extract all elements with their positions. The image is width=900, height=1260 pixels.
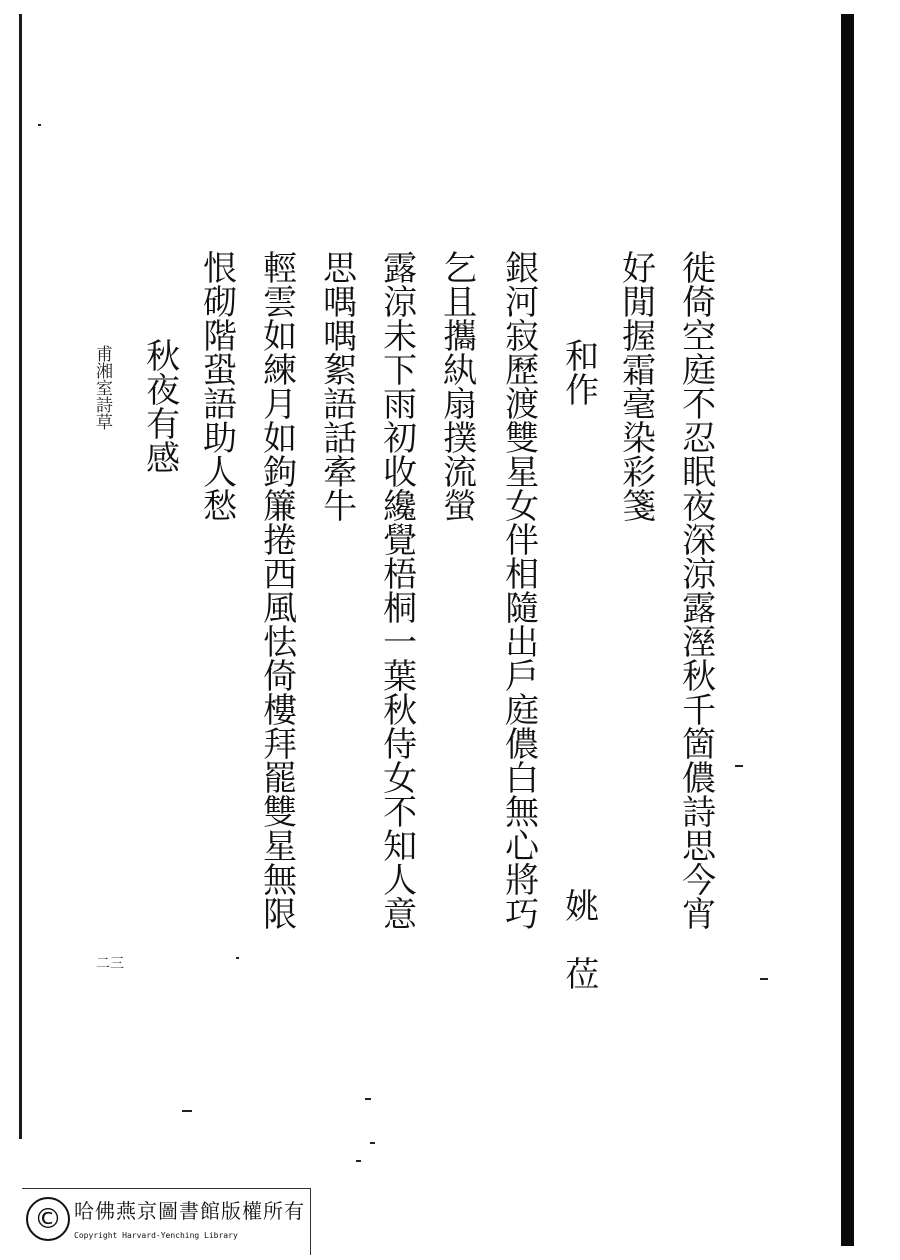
poem-column: 徙倚空庭不忍眠夜深涼露溼秋千箇儂詩思今宵	[675, 250, 716, 930]
copyright-english: Copyright Harvard-Yenching Library	[74, 1231, 238, 1240]
poem-column: 輕雲如練月如鉤簾捲西風怯倚樓拜罷雙星無限	[256, 250, 297, 930]
copyright-stamp	[22, 1188, 311, 1255]
left-border-line	[19, 14, 22, 1139]
poem-title: 和作	[558, 338, 599, 406]
scan-speck	[182, 1110, 192, 1112]
scan-speck	[236, 957, 239, 959]
poem-title: 秋夜有感	[139, 338, 180, 474]
page-number: 二三	[96, 956, 124, 972]
poem-column: 露涼未下雨初收纔覺梧桐一葉秋侍女不知人意	[376, 250, 417, 930]
book-title-margin: 甫湘室詩草	[92, 345, 112, 430]
poem-column: 銀河寂歷渡雙星女伴相隨出戶庭儂白無心將巧	[498, 250, 539, 930]
poem-column: 恨砌階蛩語助人愁	[196, 250, 237, 522]
copyright-chinese: 哈佛燕京圖書館版權所有	[74, 1199, 305, 1223]
poem-column: 好閒握霜毫染彩箋	[615, 250, 656, 522]
scan-speck	[760, 978, 768, 980]
copyright-icon: ©	[26, 1197, 70, 1241]
scan-speck	[38, 124, 41, 126]
poem-author: 姚 莅	[558, 888, 599, 990]
poem-column: 思喁喁絮語話牽牛	[316, 250, 357, 522]
right-border-bar	[841, 14, 854, 1246]
poem-column: 乞且攜紈扇撲流螢	[436, 250, 477, 522]
scan-speck	[356, 1160, 361, 1162]
scan-speck	[365, 1098, 371, 1100]
scan-speck	[735, 765, 743, 767]
scan-speck	[370, 1142, 375, 1144]
